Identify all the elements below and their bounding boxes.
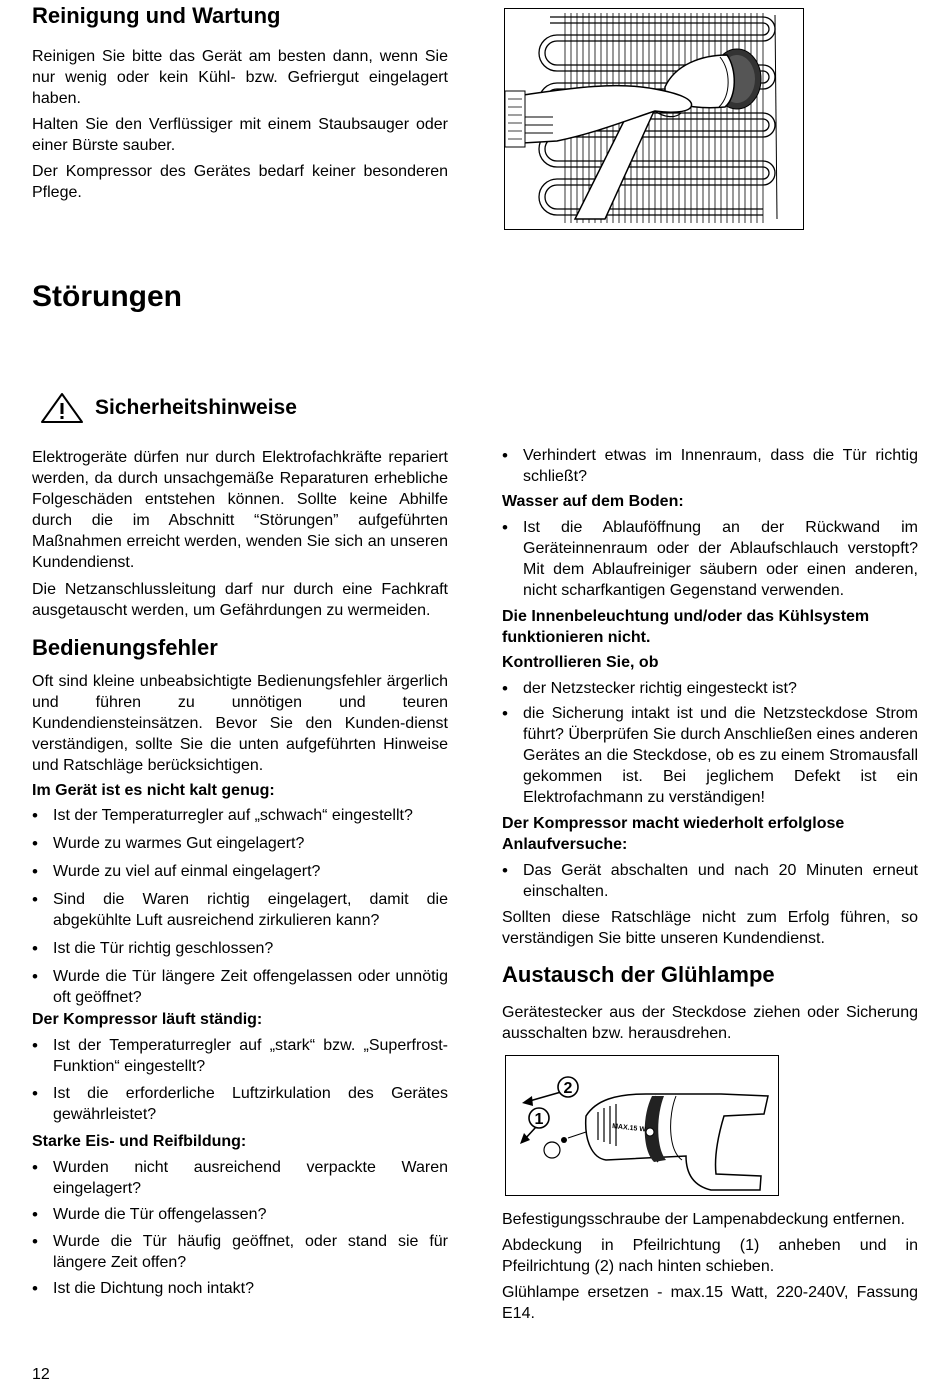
list-item: • Ist die Tür richtig geschlossen? [32,938,448,959]
cleaning-paragraph: Reinigen Sie bitte das Gerät am besten dann, wenn Sie nur wenig oder kein Kühl- bzw. Gefriergut eingelagert haben. [32,48,448,107]
list-item: • Ist die erforderliche Luftzirkulation des Gerätes gewährleistet? [32,1083,448,1125]
not-cold-list [32,805,448,1008]
right-column [502,445,918,1044]
list-item: • Wurde die Tür offengelassen? [32,1204,448,1225]
safety-title: Sicherheitshinweise [95,396,297,419]
list-item: • Ist der Temperaturregler auf „schwach“ eingestellt? [32,805,448,826]
list-item: • der Netzstecker richtig eingesteckt ist? [502,678,918,699]
bulb-step: Abdeckung in Pfeilrichtung (1) anheben und in Pfeilrichtung (2) nach hinten schieben. [502,1237,918,1275]
list-item: • Wurde die Tür häufig geöffnet, oder stand sie für längere Zeit offen? [32,1231,448,1273]
list-item: • Wurde zu viel auf einmal eingelagert? [32,861,448,882]
compressor-running-title: Der Kompressor läuft ständig: [32,1011,263,1028]
closing-text: Sollten diese Ratschläge nicht zum Erfolg führen, so verständigen Sie bitte unseren Kundendienst. [502,909,918,947]
water-list [502,517,918,601]
bulb-title: Austausch der Glühlampe [502,962,775,987]
list-item: • Verhindert etwas im Innenraum, dass die Tür richtig schließt? [502,445,918,487]
check-title: Kontrollieren Sie, ob [502,654,659,671]
cleaning-paragraph: Der Kompressor des Gerätes bedarf keiner besonderen Pflege. [32,163,448,201]
bulb-step: Befestigungsschraube der Lampenabdeckung entfernen. [502,1211,905,1228]
arrow-label-2: 2 [563,1080,573,1097]
lamp-cover-drawing [506,1056,777,1194]
cleaning-paragraph: Halten Sie den Verflüssiger mit einem Staubsauger oder einer Bürste sauber. [32,116,448,154]
lamp-cover-illustration [505,1055,779,1196]
list-item: • die Sicherung intakt ist und die Netzsteckdose Strom führt? Überprüfen Sie durch Anschließen eines anderen Gerätes an die Steckdose, ob es zu einem Stromausfall gekommen ist. Bei jeglichem Defekt ist ein Elektrofachmann zu verständigen! [502,703,918,808]
condenser-cleaning-illustration [504,8,804,230]
condenser-vacuum-drawing [505,9,802,228]
cleaning-title: Reinigung und Wartung [32,3,281,28]
list-item: • Wurde die Tür längere Zeit offengelassen oder unnötig oft geöffnet? [32,966,448,1008]
restart-list [502,860,918,902]
check-list [502,678,918,808]
faults-title: Störungen [32,280,182,313]
water-title: Wasser auf dem Boden: [502,493,684,510]
page-number: 12 [32,1366,50,1383]
list-item: • Ist die Dichtung noch intakt? [32,1278,448,1299]
bulb-steps [502,1209,918,1324]
ice-list [32,1157,448,1299]
bulb-step: Glühlampe ersetzen - max.15 Watt, 220-240V, Fassung E14. [502,1284,918,1322]
compressor-running-list [32,1035,448,1125]
light-system-title: Die Innenbeleuchtung und/oder das Kühlsystem funktionieren nicht. [502,608,870,646]
door-list [502,445,918,487]
restart-title: Der Kompressor macht wiederholt erfolglose Anlaufversuche: [502,815,845,853]
list-item: • Sind die Waren richtig eingelagert, damit die abgekühlte Luft ausreichend zirkulieren kann? [32,889,448,931]
ice-title: Starke Eis- und Reifbildung: [32,1133,247,1150]
not-cold-title: Im Gerät ist es nicht kalt genug: [32,782,275,799]
list-item: • Wurde zu warmes Gut eingelagert? [32,833,448,854]
list-item: • Wurden nicht ausreichend verpackte Waren eingelagert? [32,1157,448,1199]
list-item: • Ist die Ablauföffnung an der Rückwand im Geräteinnenraum oder der Ablaufschlauch verstopft? Mit dem Ablaufreiniger säubern oder einen anderen, nicht scharfkantigen Gegenstand verwenden. [502,517,918,601]
max-wattage-label: MAX.15 W [611,1123,647,1134]
operating-errors-title: Bedienungsfehler [32,635,218,660]
list-item: • Ist der Temperaturregler auf „stark“ bzw. „Superfrost-Funktion“ eingestellt? [32,1035,448,1077]
cleaning-text [32,46,448,203]
safety-paragraph: Die Netzanschlussleitung darf nur durch eine Fachkraft ausgetauscht werden, um Gefährdungen zu wermeiden. [32,581,448,619]
list-item: • Das Gerät abschalten und nach 20 Minuten erneut einschalten. [502,860,918,902]
safety-heading [40,392,460,424]
warning-triangle-icon [40,392,84,424]
arrow-label-1: 1 [534,1111,544,1128]
left-column [32,447,448,1299]
operating-errors-intro: Oft sind kleine unbeabsichtigte Bedienungsfehler ärgerlich und führen zu unnötigen und teuren Kundendiensteinsätzen. Bevor Sie den Kunden-dienst verständigen, sollte Sie die unten aufgeführten Hinweise und Ratschläge berücksichtigen. [32,673,448,774]
bulb-intro: Gerätestecker aus der Steckdose ziehen oder Sicherung ausschalten bzw. herausdrehen. [502,1004,918,1042]
safety-paragraph: Elektrogeräte dürfen nur durch Elektrofachkräfte repariert werden, da durch unsachgemäße Reparaturen erhebliche Folgeschäden entstehen können. Sollte keine Abhilfe durch die im Abschnitt “Störungen” aufgeführten Maßnahmen erreicht werden, wenden Sie sich an unseren Kundendienst. [32,449,448,571]
